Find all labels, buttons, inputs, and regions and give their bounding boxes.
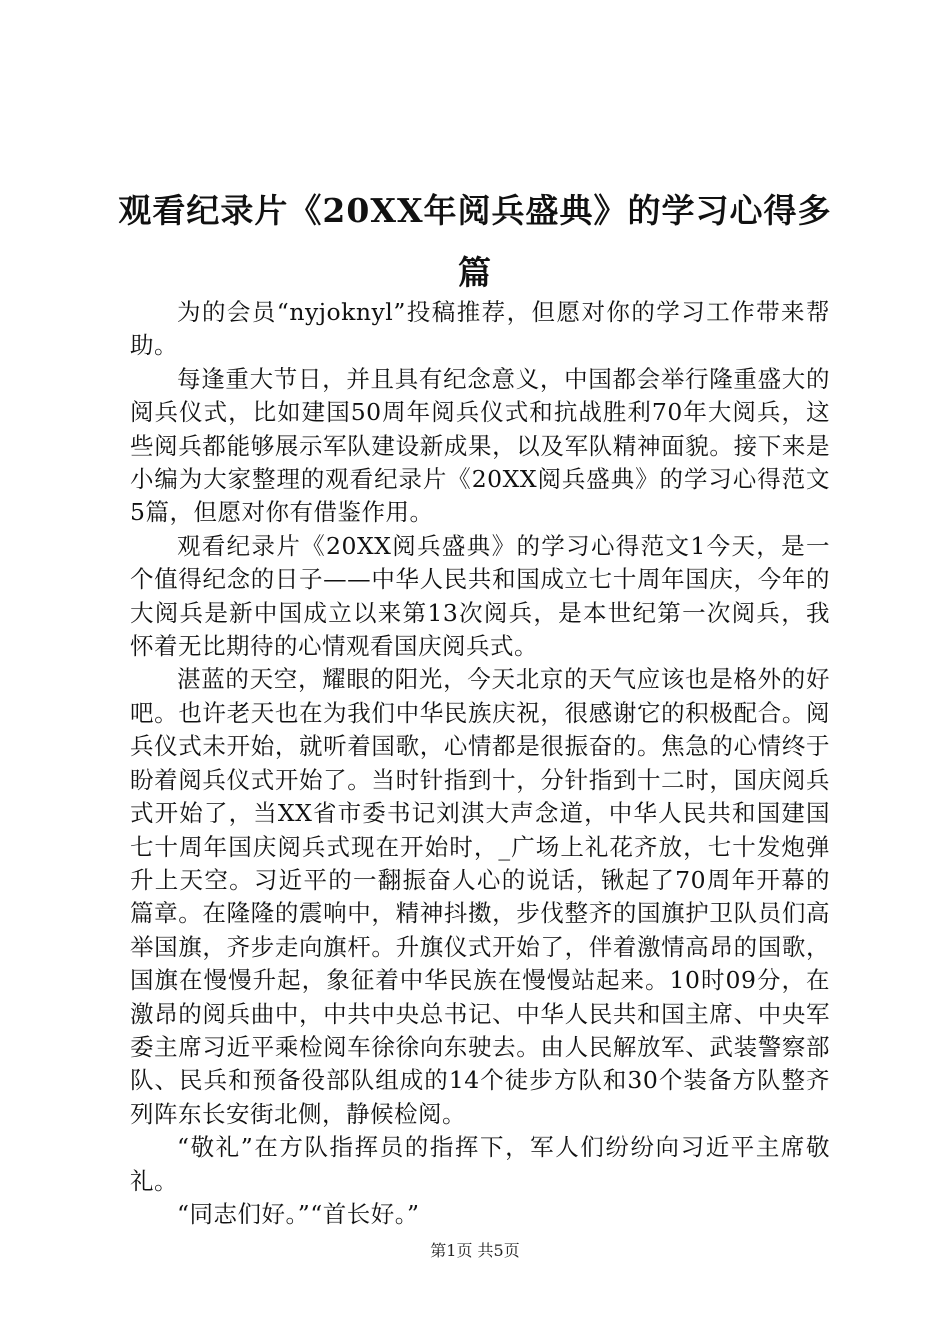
page-indicator: 第1页 共5页 bbox=[430, 1241, 520, 1260]
paragraph: 观看纪录片《20XX阅兵盛典》的学习心得范文1今天，是一个值得纪念的日子——中华人民共和国成立七十周年国庆，今年的大阅兵是新中国成立以来第13次阅兵，是本世纪第一次阅兵，我怀着无比期待的心情观看国庆阅兵式。 bbox=[130, 531, 830, 661]
paragraph: 每逢重大节日，并且具有纪念意义，中国都会举行隆重盛大的阅兵仪式，比如建国50周年阅兵仪式和抗战胜利70年大阅兵，这些阅兵都能够展示军队建设新成果，以及军队精神面貌。接下来是小编为大家整理的观看纪录片《20XX阅兵盛典》的学习心得范文5篇，但愿对你有借鉴作用。 bbox=[130, 364, 830, 527]
paragraph: 为的会员“nyjoknyl”投稿推荐，但愿对你的学习工作带来帮助。 bbox=[130, 298, 830, 360]
document-title: 观看纪录片《20XX年阅兵盛典》的学习心得多篇 bbox=[118, 191, 832, 292]
paragraph: “同志们好。”“首长好。” bbox=[177, 1199, 420, 1228]
document-body bbox=[130, 296, 830, 1231]
page-footer bbox=[0, 1240, 950, 1262]
paragraph: “敬礼”在方队指挥员的指挥下，军人们纷纷向习近平主席敬礼。 bbox=[130, 1133, 830, 1195]
paragraph: 湛蓝的天空，耀眼的阳光，今天北京的天气应该也是格外的好吧。也许老天也在为我们中华民族庆祝，很感谢它的积极配合。阅兵仪式未开始，就听着国歌，心情都是很振奋的。焦急的心情终于盼着阅兵仪式开始了。当时针指到十，分针指到十二时，国庆阅兵式开始了，当XX省市委书记刘淇大声念道，中华人民共和国建国七十周年国庆阅兵式现在开始时，_广场上礼花齐放，七十发炮弹升上天空。习近平的一翻振奋人心的说话，锹起了70周年开幕的篇章。在隆隆的震响中，精神抖擞，步伐整齐的国旗护卫队员们高举国旗，齐步走向旗杆。升旗仪式开始了，伴着激情高昂的国歌，国旗在慢慢升起，象征着中华民族在慢慢站起来。10时09分，在激昂的阅兵曲中，中共中央总书记、中华人民共和国主席、中央军委主席习近平乘检阅车徐徐向东驶去。由人民解放军、武装警察部队、民兵和预备役部队组成的14个徒步方队和30个装备方队整齐列阵东长安街北侧，静候检阅。 bbox=[130, 665, 830, 1128]
